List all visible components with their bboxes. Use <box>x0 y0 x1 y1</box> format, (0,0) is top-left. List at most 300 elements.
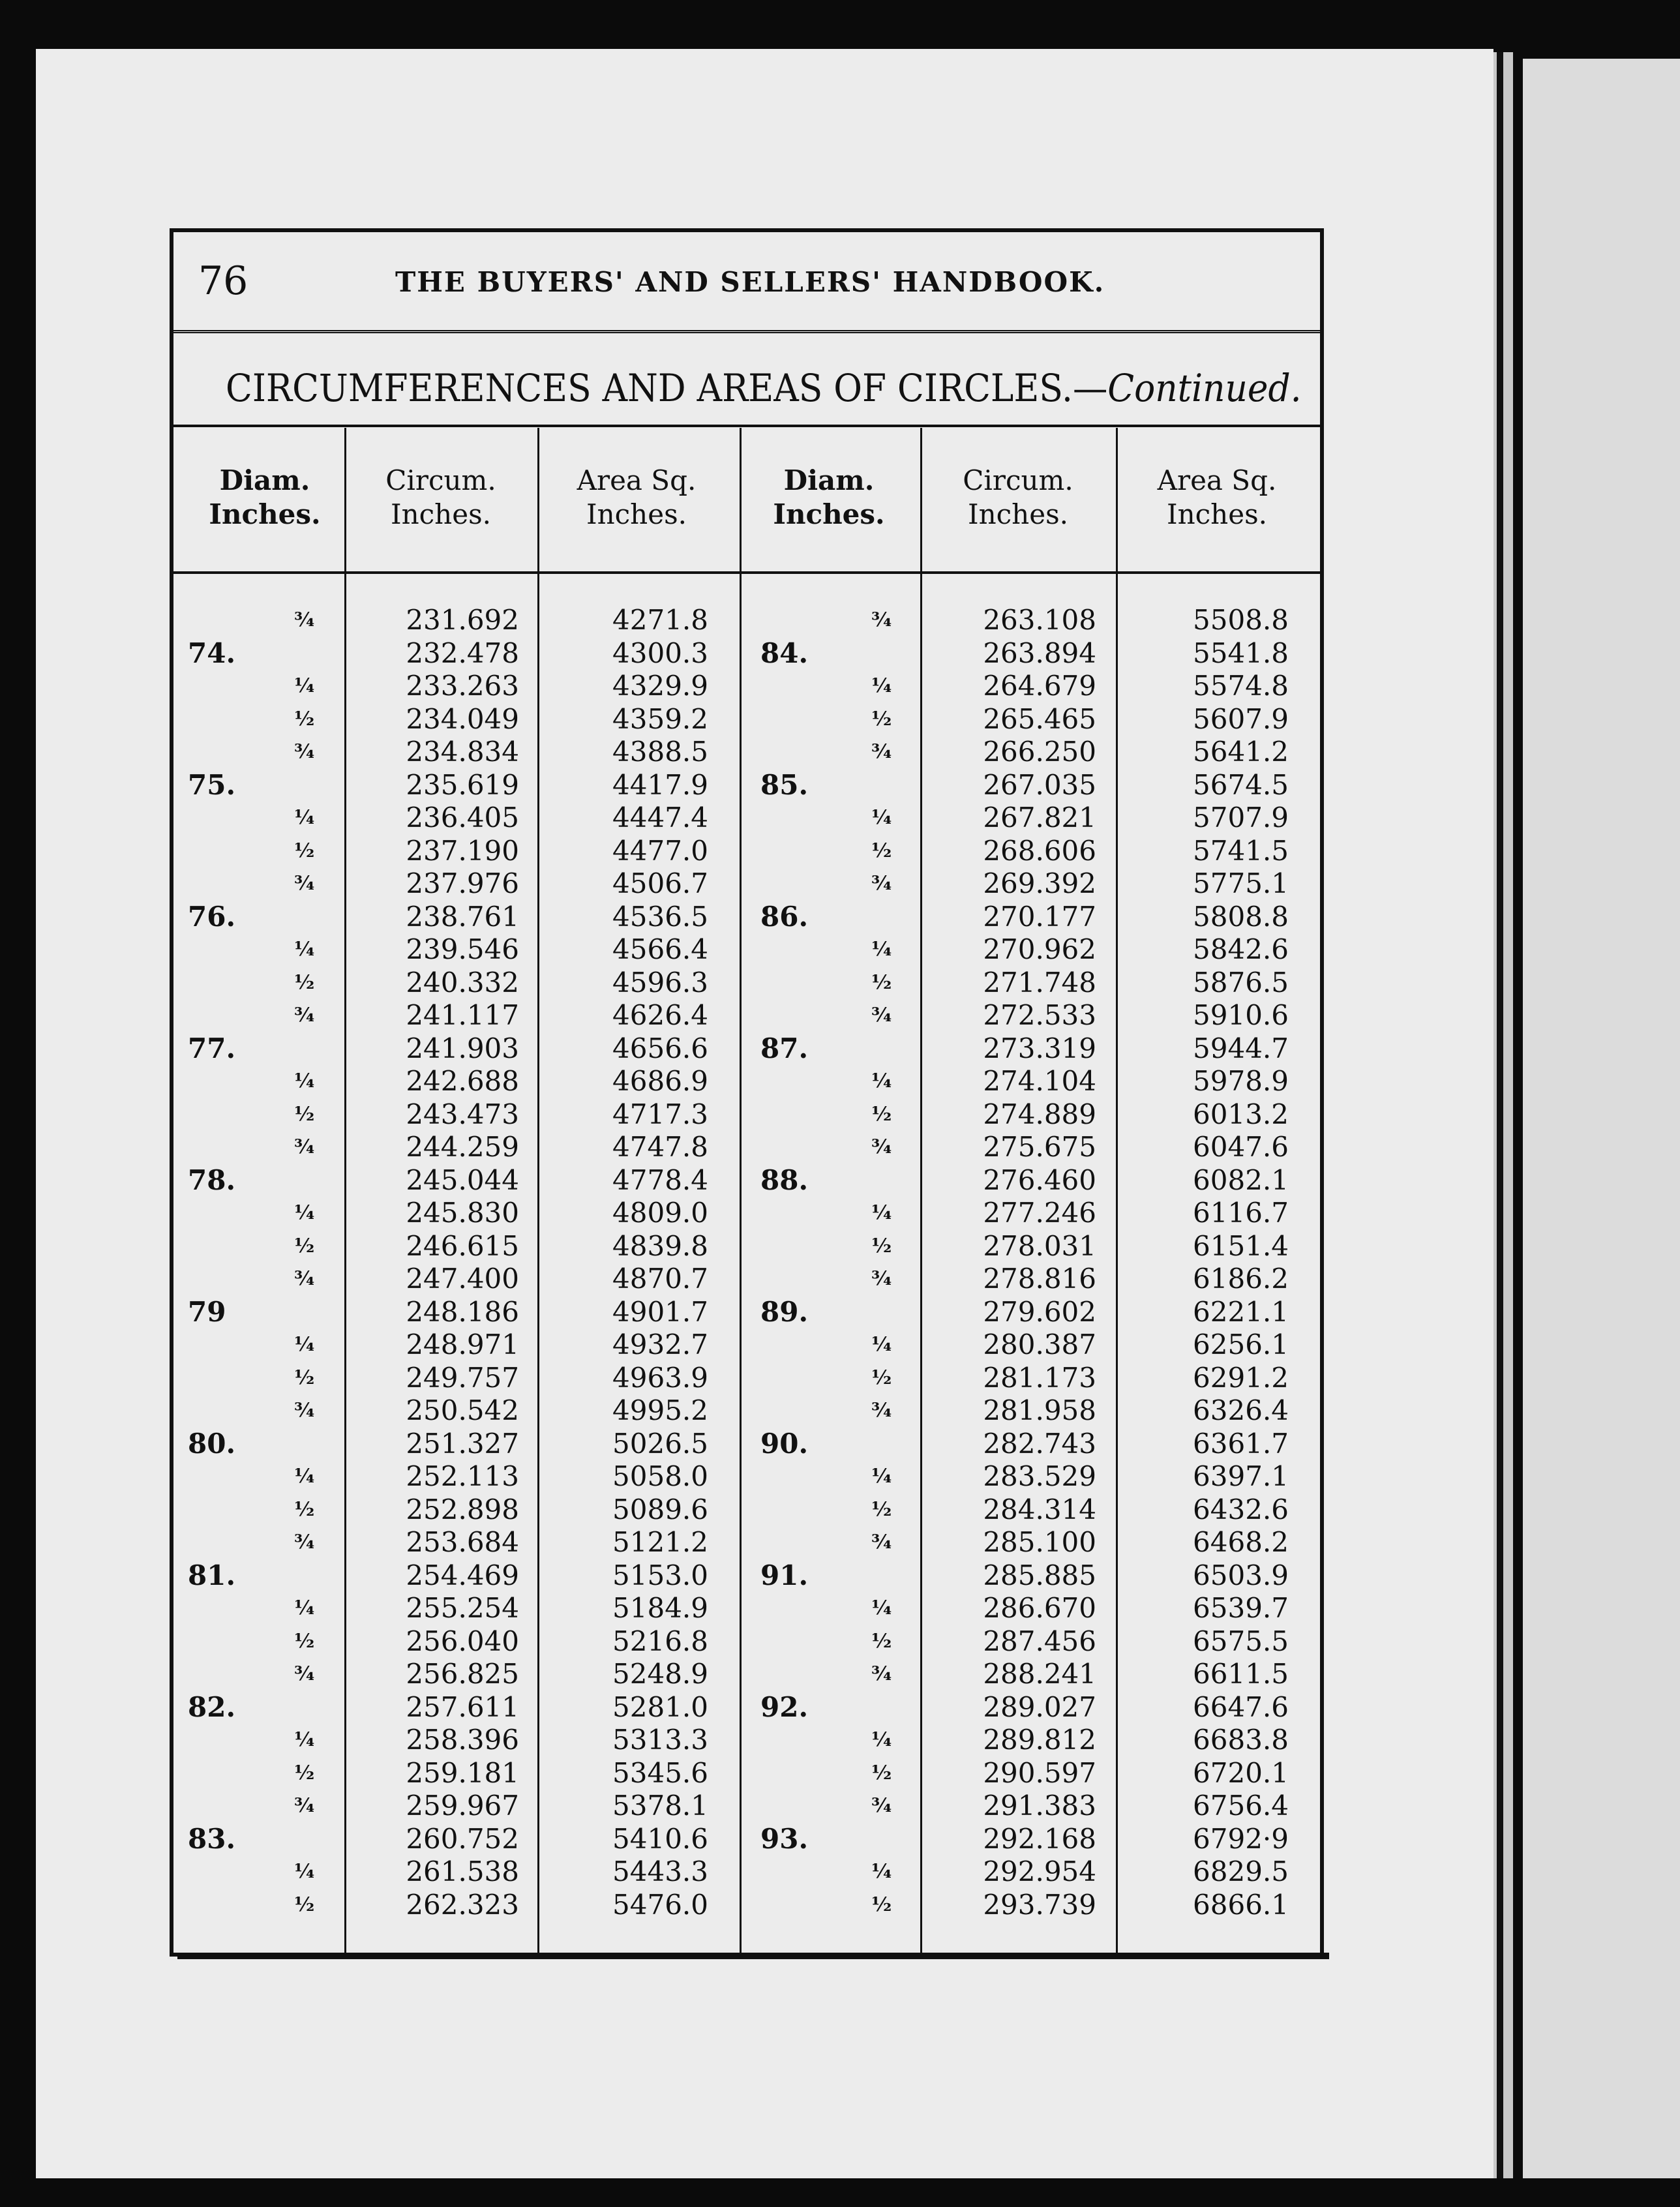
area-value: 5808.8 <box>1193 900 1289 933</box>
diam-fraction: ¾ <box>294 1135 315 1158</box>
diam-fraction: ¾ <box>871 1135 892 1158</box>
page-number: 76 <box>198 258 248 304</box>
col-head-line: Inches. <box>586 498 687 530</box>
diam-fraction: ¼ <box>871 1333 892 1356</box>
right-table-row <box>173 1889 1320 1921</box>
right-table-row <box>173 802 1320 834</box>
diam-fraction: ½ <box>294 707 315 730</box>
area-value: 5775.1 <box>1193 867 1289 899</box>
right-table-row <box>173 1263 1320 1295</box>
circumference-value: 252.898 <box>406 1493 519 1525</box>
col-head-line: Inches. <box>391 498 491 530</box>
diam-whole: 76. <box>188 900 236 933</box>
circumference-value: 285.100 <box>983 1526 1096 1558</box>
area-value: 4417.9 <box>612 768 708 801</box>
circumference-value: 289.027 <box>983 1690 1096 1723</box>
circumference-value: 261.538 <box>406 1855 519 1887</box>
diam-fraction: ¾ <box>871 872 892 895</box>
area-value: 6792·9 <box>1193 1822 1289 1855</box>
right-table-row <box>173 1197 1320 1229</box>
area-value: 5216.8 <box>612 1625 708 1657</box>
diam-fraction: ¾ <box>294 1662 315 1685</box>
right-table-row <box>173 1757 1320 1790</box>
circumference-value: 283.529 <box>983 1460 1096 1492</box>
circumference-value: 255.254 <box>406 1592 519 1624</box>
circumference-value: 239.546 <box>406 933 519 965</box>
area-value: 6047.6 <box>1193 1131 1289 1163</box>
col-head-line: Inches. <box>209 498 321 530</box>
circumference-value: 276.460 <box>983 1164 1096 1196</box>
diam-fraction: ¾ <box>294 1794 315 1817</box>
diam-fraction: ¾ <box>294 1531 315 1554</box>
area-value: 5707.9 <box>1193 802 1289 833</box>
right-table-row <box>173 835 1320 867</box>
circumference-value: 248.186 <box>406 1295 519 1328</box>
circumference-value: 250.542 <box>406 1394 519 1426</box>
area-value: 5153.0 <box>612 1559 708 1591</box>
area-value: 6647.6 <box>1193 1690 1289 1723</box>
right-table-row <box>173 867 1320 900</box>
diam-fraction: ¼ <box>871 1860 892 1883</box>
diam-whole: 91. <box>760 1559 809 1591</box>
diam-whole: 78. <box>188 1164 236 1196</box>
right-table-row <box>173 1098 1320 1131</box>
right-table-row <box>173 703 1320 736</box>
circumference-value: 286.670 <box>983 1592 1096 1624</box>
diam-whole: 93. <box>760 1822 809 1855</box>
area-value: 4300.3 <box>612 637 708 669</box>
circumference-value: 287.456 <box>983 1625 1096 1657</box>
diam-fraction: ½ <box>871 707 892 730</box>
diam-whole: 87. <box>760 1032 809 1064</box>
area-value: 5026.5 <box>612 1427 708 1460</box>
area-value: 5248.9 <box>612 1658 708 1690</box>
circumference-value: 243.473 <box>406 1098 519 1130</box>
right-table-row <box>173 967 1320 999</box>
area-value: 6503.9 <box>1193 1559 1289 1591</box>
circumference-value: 257.611 <box>406 1690 519 1723</box>
circumference-value: 259.967 <box>406 1790 519 1822</box>
circumference-value: 279.602 <box>983 1295 1096 1328</box>
circumference-value: 291.383 <box>983 1790 1096 1822</box>
area-value: 6361.7 <box>1193 1427 1289 1460</box>
col-head-line: Circum. <box>963 464 1073 496</box>
right-table-row <box>173 1460 1320 1493</box>
circumference-value: 240.332 <box>406 966 519 998</box>
diam-whole: 84. <box>760 637 809 669</box>
circumference-value: 242.688 <box>406 1065 519 1097</box>
diam-fraction: ¼ <box>294 674 315 697</box>
area-value: 5281.0 <box>612 1690 708 1723</box>
diam-fraction: ½ <box>294 1629 315 1653</box>
col-head-line: Inches. <box>773 498 885 530</box>
area-value: 4596.3 <box>612 966 708 998</box>
area-value: 5345.6 <box>612 1756 708 1789</box>
area-value: 4870.7 <box>612 1263 708 1295</box>
diam-fraction: ¼ <box>294 1070 315 1092</box>
diam-fraction: ¾ <box>871 740 892 763</box>
area-value: 5876.5 <box>1193 966 1289 998</box>
diam-fraction: ¼ <box>871 938 892 961</box>
col-head-line: Inches. <box>1167 498 1267 530</box>
circumference-value: 259.181 <box>406 1756 519 1789</box>
area-value: 5574.8 <box>1193 670 1289 702</box>
diam-whole: 92. <box>760 1690 809 1723</box>
circumference-value: 266.250 <box>983 736 1096 768</box>
area-value: 4566.4 <box>612 933 708 965</box>
circumference-value: 256.825 <box>406 1658 519 1690</box>
area-value: 5541.8 <box>1193 637 1289 669</box>
diam-fraction: ½ <box>871 970 892 994</box>
right-table-row <box>173 1625 1320 1658</box>
diam-whole: 74. <box>188 637 236 669</box>
section-title-main: CIRCUMFERENCES AND AREAS OF CIRCLES. <box>226 366 1073 410</box>
diam-fraction: ¼ <box>871 1465 892 1488</box>
area-value: 5641.2 <box>1193 736 1289 768</box>
circumference-value: 253.684 <box>406 1526 519 1558</box>
area-value: 6116.7 <box>1193 1197 1289 1229</box>
diam-fraction: ¼ <box>294 1333 315 1356</box>
diam-fraction: ½ <box>294 1366 315 1389</box>
section-title-continued: Continued. <box>1107 366 1302 410</box>
area-value: 6432.6 <box>1193 1493 1289 1525</box>
area-value: 4536.5 <box>612 900 708 933</box>
circumference-value: 237.976 <box>406 867 519 899</box>
area-value: 5410.6 <box>612 1822 708 1855</box>
circumference-value: 262.323 <box>406 1888 519 1921</box>
circumference-value: 238.761 <box>406 900 519 933</box>
running-header <box>173 232 1320 333</box>
diam-fraction: ¼ <box>294 1728 315 1751</box>
area-value: 5378.1 <box>612 1790 708 1822</box>
diam-whole: 81. <box>188 1559 236 1591</box>
area-value: 5674.5 <box>1193 768 1289 801</box>
circumference-value: 252.113 <box>406 1460 519 1492</box>
area-value: 5842.6 <box>1193 933 1289 965</box>
diam-fraction: ¼ <box>871 674 892 697</box>
area-value: 6720.1 <box>1193 1756 1289 1789</box>
area-value: 5184.9 <box>612 1592 708 1624</box>
area-value: 5121.2 <box>612 1526 708 1558</box>
diam-fraction: ¾ <box>871 1794 892 1817</box>
area-value: 4778.4 <box>612 1164 708 1196</box>
area-value: 5058.0 <box>612 1460 708 1492</box>
circumference-value: 278.031 <box>983 1229 1096 1262</box>
diam-fraction: ¾ <box>294 608 315 631</box>
circumference-value: 247.400 <box>406 1263 519 1295</box>
diam-whole: 80. <box>188 1427 236 1460</box>
circumference-value: 269.392 <box>983 867 1096 899</box>
area-value: 4717.3 <box>612 1098 708 1130</box>
area-value: 6397.1 <box>1193 1460 1289 1492</box>
diam-fraction: ¾ <box>294 1399 315 1422</box>
circumference-value: 288.241 <box>983 1658 1096 1690</box>
area-value: 6326.4 <box>1193 1394 1289 1426</box>
right-table-row <box>173 1296 1320 1329</box>
col-head-area-left <box>539 464 734 532</box>
diam-fraction: ¾ <box>871 608 892 631</box>
circumference-value: 273.319 <box>983 1032 1096 1064</box>
area-value: 6756.4 <box>1193 1790 1289 1822</box>
diam-fraction: ¼ <box>294 1465 315 1488</box>
area-value: 6186.2 <box>1193 1263 1289 1295</box>
diam-fraction: ¾ <box>871 1267 892 1290</box>
right-table-row <box>173 933 1320 966</box>
right-table-row <box>173 1428 1320 1460</box>
circumference-value: 237.190 <box>406 834 519 867</box>
area-value: 6468.2 <box>1193 1526 1289 1558</box>
area-value: 5607.9 <box>1193 702 1289 735</box>
right-table-row <box>173 637 1320 670</box>
area-value: 5089.6 <box>612 1493 708 1525</box>
title-rule <box>173 425 1320 427</box>
area-value: 6575.5 <box>1193 1625 1289 1657</box>
circumference-value: 280.387 <box>983 1329 1096 1360</box>
right-table-row <box>173 1131 1320 1164</box>
diam-fraction: ¼ <box>871 1728 892 1751</box>
area-value: 4626.4 <box>612 999 708 1031</box>
circumference-value: 260.752 <box>406 1822 519 1855</box>
circumference-value: 232.478 <box>406 637 519 669</box>
diam-fraction: ¼ <box>294 1597 315 1619</box>
circumference-value: 270.962 <box>983 933 1096 965</box>
right-table-row <box>173 670 1320 702</box>
circumference-value: 256.040 <box>406 1625 519 1657</box>
area-value: 4271.8 <box>612 604 708 636</box>
right-table-row <box>173 1494 1320 1526</box>
right-table-row <box>173 1823 1320 1855</box>
col-head-circum-right <box>923 464 1113 532</box>
diam-fraction: ½ <box>871 1761 892 1784</box>
circumference-value: 274.104 <box>983 1065 1096 1097</box>
area-value: 5741.5 <box>1193 834 1289 867</box>
diam-fraction: ¼ <box>294 1201 315 1224</box>
area-value: 5443.3 <box>612 1855 708 1887</box>
area-value: 6829.5 <box>1193 1855 1289 1887</box>
diam-fraction: ¼ <box>871 806 892 829</box>
book-spine <box>1497 52 1503 2178</box>
col-head-diam-left <box>187 464 343 532</box>
circumference-value: 258.396 <box>406 1724 519 1756</box>
area-value: 4686.9 <box>612 1065 708 1097</box>
right-table-row <box>173 604 1320 637</box>
diam-fraction: ½ <box>294 1893 315 1916</box>
circumference-value: 231.692 <box>406 604 519 636</box>
table-frame <box>170 228 1324 1957</box>
circumference-value: 246.615 <box>406 1229 519 1262</box>
circumference-value: 263.894 <box>983 637 1096 669</box>
area-value: 4839.8 <box>612 1229 708 1262</box>
running-title: THE BUYERS' AND SELLERS' HANDBOOK. <box>395 266 1105 298</box>
circumference-value: 254.469 <box>406 1559 519 1591</box>
area-value: 5978.9 <box>1193 1065 1289 1097</box>
area-value: 4359.2 <box>612 702 708 735</box>
area-value: 4901.7 <box>612 1295 708 1328</box>
right-table-row <box>173 1559 1320 1592</box>
diam-fraction: ½ <box>294 1234 315 1257</box>
circumference-value: 278.816 <box>983 1263 1096 1295</box>
circumference-value: 289.812 <box>983 1724 1096 1756</box>
circumference-value: 267.035 <box>983 768 1096 801</box>
area-value: 4388.5 <box>612 736 708 768</box>
col-head-line: Inches. <box>968 498 1068 530</box>
diam-whole: 90. <box>760 1427 809 1460</box>
diam-fraction: ½ <box>294 970 315 994</box>
right-table-row <box>173 901 1320 933</box>
area-value: 6866.1 <box>1193 1888 1289 1921</box>
circumference-value: 236.405 <box>406 802 519 833</box>
circumference-value: 233.263 <box>406 670 519 702</box>
area-value: 4995.2 <box>612 1394 708 1426</box>
circumference-value: 264.679 <box>983 670 1096 702</box>
diam-fraction: ½ <box>294 839 315 862</box>
diam-fraction: ¾ <box>294 1267 315 1290</box>
circumference-value: 268.606 <box>983 834 1096 867</box>
right-table-row <box>173 1230 1320 1263</box>
diam-fraction: ¾ <box>294 1004 315 1027</box>
circumference-value: 244.259 <box>406 1131 519 1163</box>
area-value: 6539.7 <box>1193 1592 1289 1624</box>
circumference-value: 292.954 <box>983 1855 1096 1887</box>
col-head-line: Area Sq. <box>1157 464 1277 496</box>
circumference-value: 275.675 <box>983 1131 1096 1163</box>
diam-fraction: ½ <box>294 1102 315 1126</box>
area-value: 6221.1 <box>1193 1295 1289 1328</box>
diam-whole: 83. <box>188 1822 236 1855</box>
section-title-dash: — <box>1072 366 1108 410</box>
right-table-row <box>173 1526 1320 1559</box>
diam-whole: 85. <box>760 768 809 801</box>
area-value: 6151.4 <box>1193 1229 1289 1262</box>
col-head-line: Area Sq. <box>577 464 697 496</box>
circumference-value: 292.168 <box>983 1822 1096 1855</box>
circumference-value: 277.246 <box>983 1197 1096 1229</box>
right-table-row <box>173 1065 1320 1098</box>
diam-fraction: ½ <box>294 1497 315 1521</box>
circumference-value: 282.743 <box>983 1427 1096 1460</box>
area-value: 5476.0 <box>612 1888 708 1921</box>
col-head-diam-right <box>744 464 914 532</box>
area-value: 6013.2 <box>1193 1098 1289 1130</box>
circumference-value: 263.108 <box>983 604 1096 636</box>
diam-fraction: ¾ <box>871 1662 892 1685</box>
circumference-value: 245.044 <box>406 1164 519 1196</box>
right-table-row <box>173 1329 1320 1361</box>
diam-fraction: ½ <box>871 1234 892 1257</box>
diam-fraction: ½ <box>871 1497 892 1521</box>
area-value: 4447.4 <box>612 802 708 833</box>
circumference-value: 251.327 <box>406 1427 519 1460</box>
area-value: 4963.9 <box>612 1361 708 1394</box>
right-table-row <box>173 1855 1320 1888</box>
diam-whole: 86. <box>760 900 809 933</box>
area-value: 4329.9 <box>612 670 708 702</box>
diam-fraction: ¼ <box>294 806 315 829</box>
facing-page-edge <box>1523 59 1680 2178</box>
circumference-value: 234.049 <box>406 702 519 735</box>
section-title <box>226 366 1302 410</box>
circumference-value: 293.739 <box>983 1888 1096 1921</box>
col-head-line: Circum. <box>385 464 496 496</box>
circumference-value: 267.821 <box>983 802 1096 833</box>
circumference-value: 284.314 <box>983 1493 1096 1525</box>
diam-fraction: ½ <box>294 1761 315 1784</box>
diam-whole: 77. <box>188 1032 236 1064</box>
circumference-value: 270.177 <box>983 900 1096 933</box>
right-table-row <box>173 736 1320 768</box>
diam-fraction: ½ <box>871 1102 892 1126</box>
diam-fraction: ¾ <box>871 1004 892 1027</box>
area-value: 5313.3 <box>612 1724 708 1756</box>
diam-fraction: ½ <box>871 1366 892 1389</box>
right-table-row <box>173 1790 1320 1822</box>
diam-fraction: ½ <box>871 839 892 862</box>
circumference-value: 249.757 <box>406 1361 519 1394</box>
right-table-row <box>173 1394 1320 1427</box>
diam-fraction: ¾ <box>871 1531 892 1554</box>
circumference-value: 245.830 <box>406 1197 519 1229</box>
frame-shadow <box>177 1953 1329 1959</box>
circumference-value: 248.971 <box>406 1329 519 1360</box>
diam-fraction: ¾ <box>294 740 315 763</box>
right-table-row <box>173 769 1320 802</box>
area-value: 4809.0 <box>612 1197 708 1229</box>
area-value: 6256.1 <box>1193 1329 1289 1360</box>
circumference-value: 235.619 <box>406 768 519 801</box>
circumference-value: 234.834 <box>406 736 519 768</box>
diam-fraction: ¼ <box>871 1201 892 1224</box>
area-value: 5508.8 <box>1193 604 1289 636</box>
right-table-row <box>173 1592 1320 1625</box>
area-value: 4506.7 <box>612 867 708 899</box>
circumference-value: 271.748 <box>983 966 1096 998</box>
diam-whole: 88. <box>760 1164 809 1196</box>
circumference-value: 285.885 <box>983 1559 1096 1591</box>
area-value: 4932.7 <box>612 1329 708 1360</box>
circumference-value: 272.533 <box>983 999 1096 1031</box>
diam-fraction: ¾ <box>294 872 315 895</box>
diam-fraction: ½ <box>871 1893 892 1916</box>
area-value: 4747.8 <box>612 1131 708 1163</box>
right-table-row <box>173 1362 1320 1394</box>
col-head-area-right <box>1119 464 1315 532</box>
diam-whole: 75. <box>188 768 236 801</box>
area-value: 5910.6 <box>1193 999 1289 1031</box>
right-table-row <box>173 1164 1320 1197</box>
area-value: 4656.6 <box>612 1032 708 1064</box>
right-table-row <box>173 1032 1320 1065</box>
right-table-row <box>173 1691 1320 1724</box>
circumference-value: 274.889 <box>983 1098 1096 1130</box>
circumference-value: 241.117 <box>406 999 519 1031</box>
diam-fraction: ¼ <box>294 1860 315 1883</box>
right-table-row <box>173 1658 1320 1690</box>
circumference-value: 265.465 <box>983 702 1096 735</box>
diam-whole: 89. <box>760 1295 809 1328</box>
area-value: 6291.2 <box>1193 1361 1289 1394</box>
area-value: 6683.8 <box>1193 1724 1289 1756</box>
area-value: 6082.1 <box>1193 1164 1289 1196</box>
area-value: 4477.0 <box>612 834 708 867</box>
diam-fraction: ¼ <box>871 1597 892 1619</box>
area-value: 6611.5 <box>1193 1658 1289 1690</box>
circumference-value: 290.597 <box>983 1756 1096 1789</box>
right-table-row <box>173 999 1320 1032</box>
col-head-line: Diam. <box>783 464 875 496</box>
circumference-value: 281.173 <box>983 1361 1096 1394</box>
diam-fraction: ¾ <box>871 1399 892 1422</box>
diam-fraction: ¼ <box>294 938 315 961</box>
